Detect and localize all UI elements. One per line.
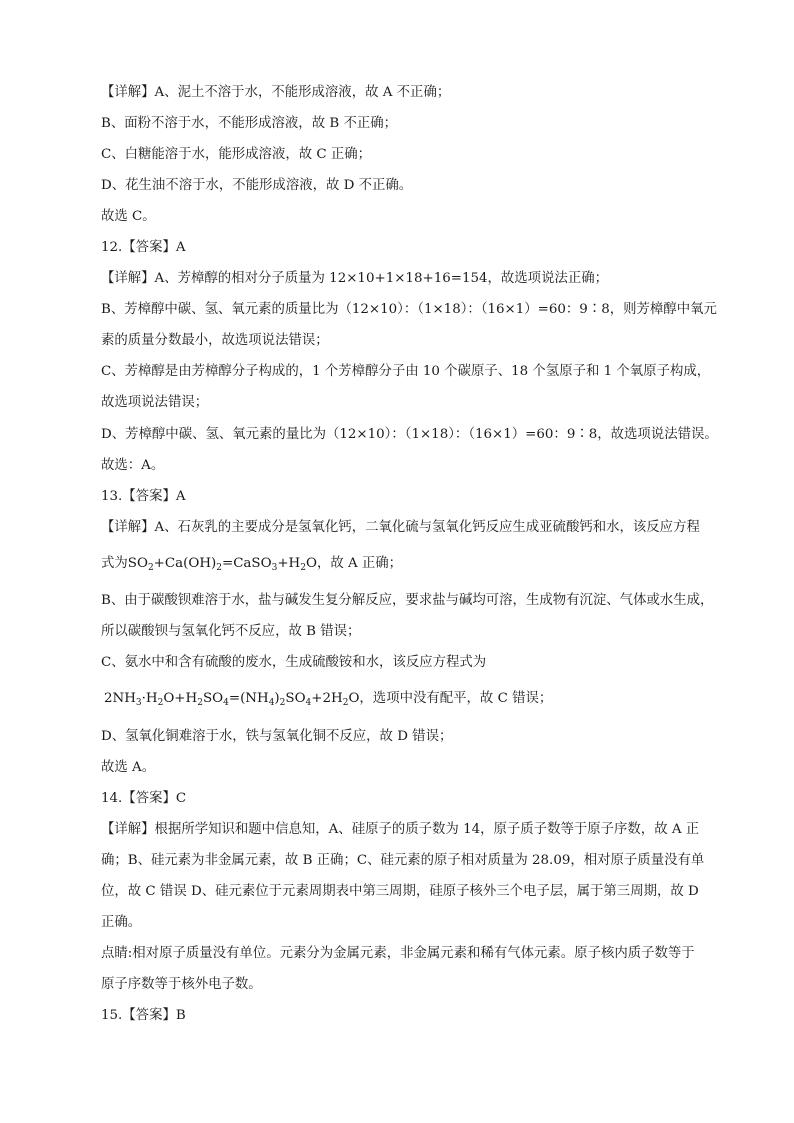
- q14-tip-2: 原子序数等于核外电子数。: [101, 977, 262, 992]
- q13-explain-d: D、氢氧化铜难溶于水，铁与氢氧化铜不反应，故 D 错误；: [101, 729, 453, 744]
- q13-explain-c: C、氨水中和含有硫酸的废水，生成硫酸铵和水，该反应方程式为: [101, 655, 487, 670]
- q11-explain-c: C、白糖能溶于水，能形成溶液，故 C 正确；: [101, 147, 372, 162]
- q12-explain-c-cont: 故选项说法错误；: [101, 395, 209, 410]
- q11-explain-b: B、面粉不溶于水，不能形成溶液，故 B 不正确；: [101, 116, 398, 131]
- q12-explain-b-cont: 素的质量分数最小，故选项说法错误；: [101, 333, 329, 348]
- q11-conclusion: 故选 C。: [101, 209, 156, 224]
- q12-explain-c: C、芳樟醇是由芳樟醇分子构成的，1 个芳樟醇分子由 10 个碳原子、18 个氢原子和 1 个氧原子构成，: [101, 364, 711, 379]
- q13-equation-1-line: [101, 555, 726, 573]
- chemical-equation-2: $2NH_3\cdot H_2O+H_2SO_4=(NH_4)_2SO_4+2H_2O$: [104, 691, 360, 708]
- q14-answer-heading: 14.【答案】C: [101, 791, 187, 806]
- equation-suffix: ，选项中没有配平，故 C 错误；: [359, 691, 553, 706]
- q13-explain-a: 【详解】A、石灰乳的主要成分是氢氧化钙，二氧化硫与氢氧化钙反应生成亚硫酸钙和水，该反应方程: [101, 520, 700, 535]
- chemical-equation-1: $SO_2+Ca(OH)_2=CaSO_3+H_2O$: [127, 556, 317, 573]
- q12-explain-a: 【详解】A、芳樟醇的相对分子质量为 12×10+1×18+16=154，故选项说法正确；: [101, 271, 609, 286]
- q11-explain-d: D、花生油不溶于水，不能形成溶液，故 D 不正确。: [101, 178, 413, 193]
- q12-explain-d: D、芳樟醇中碳、氢、氧元素的量比为（12×10）：（1×18）：（16×1）=60：9∶8，故选项说法错误。: [101, 427, 718, 442]
- q13-conclusion: 故选 A。: [101, 760, 156, 775]
- equation-suffix: ，故 A 正确；: [316, 556, 403, 571]
- q12-explain-b: B、芳樟醇中碳、氢、氧元素的质量比为（12×10）：（1×18）：（16×1）=60：9∶8，则芳樟醇中氧元: [101, 302, 717, 317]
- q13-answer-heading: 13.【答案】A: [101, 489, 186, 504]
- q14-explain-3: 位，故 C 错误 D、硅元素位于元素周期表中第三周期，硅原子核外三个电子层，属于第三周期，故 D: [101, 884, 699, 899]
- q15-answer-heading: 15.【答案】B: [101, 1008, 186, 1023]
- q13-explain-b-cont: 所以碳酸钡与氢氧化钙不反应，故 B 错误；: [101, 624, 361, 639]
- q13-explain-b: B、由于碳酸钡难溶于水，盐与碱发生复分解反应，要求盐与碱均可溶，生成物有沉淀、气体或水生成，: [101, 593, 714, 608]
- equation-prefix: 式为: [101, 556, 128, 571]
- q14-explain-2: 确；B、硅元素为非金属元素，故 B 正确；C、硅元素的原子相对质量为 28.09，相对原子质量没有单: [101, 853, 705, 868]
- q12-answer-heading: 12.【答案】A: [101, 240, 186, 255]
- q14-tip-1: 点睛:相对原子质量没有单位。元素分为金属元素，非金属元素和稀有气体元素。原子核内质子数等于: [101, 946, 695, 961]
- q12-conclusion: 故选：A。: [101, 458, 165, 473]
- q13-equation-2-line: [104, 690, 729, 708]
- q14-explain-1: 【详解】根据所学知识和题中信息知，A、硅原子的质子数为 14，原子质子数等于原子序数，故 A 正: [101, 822, 700, 837]
- q11-explain-a: 【详解】A、泥土不溶于水，不能形成溶液，故 A 不正确；: [101, 85, 451, 100]
- q14-explain-4: 正确。: [101, 915, 142, 930]
